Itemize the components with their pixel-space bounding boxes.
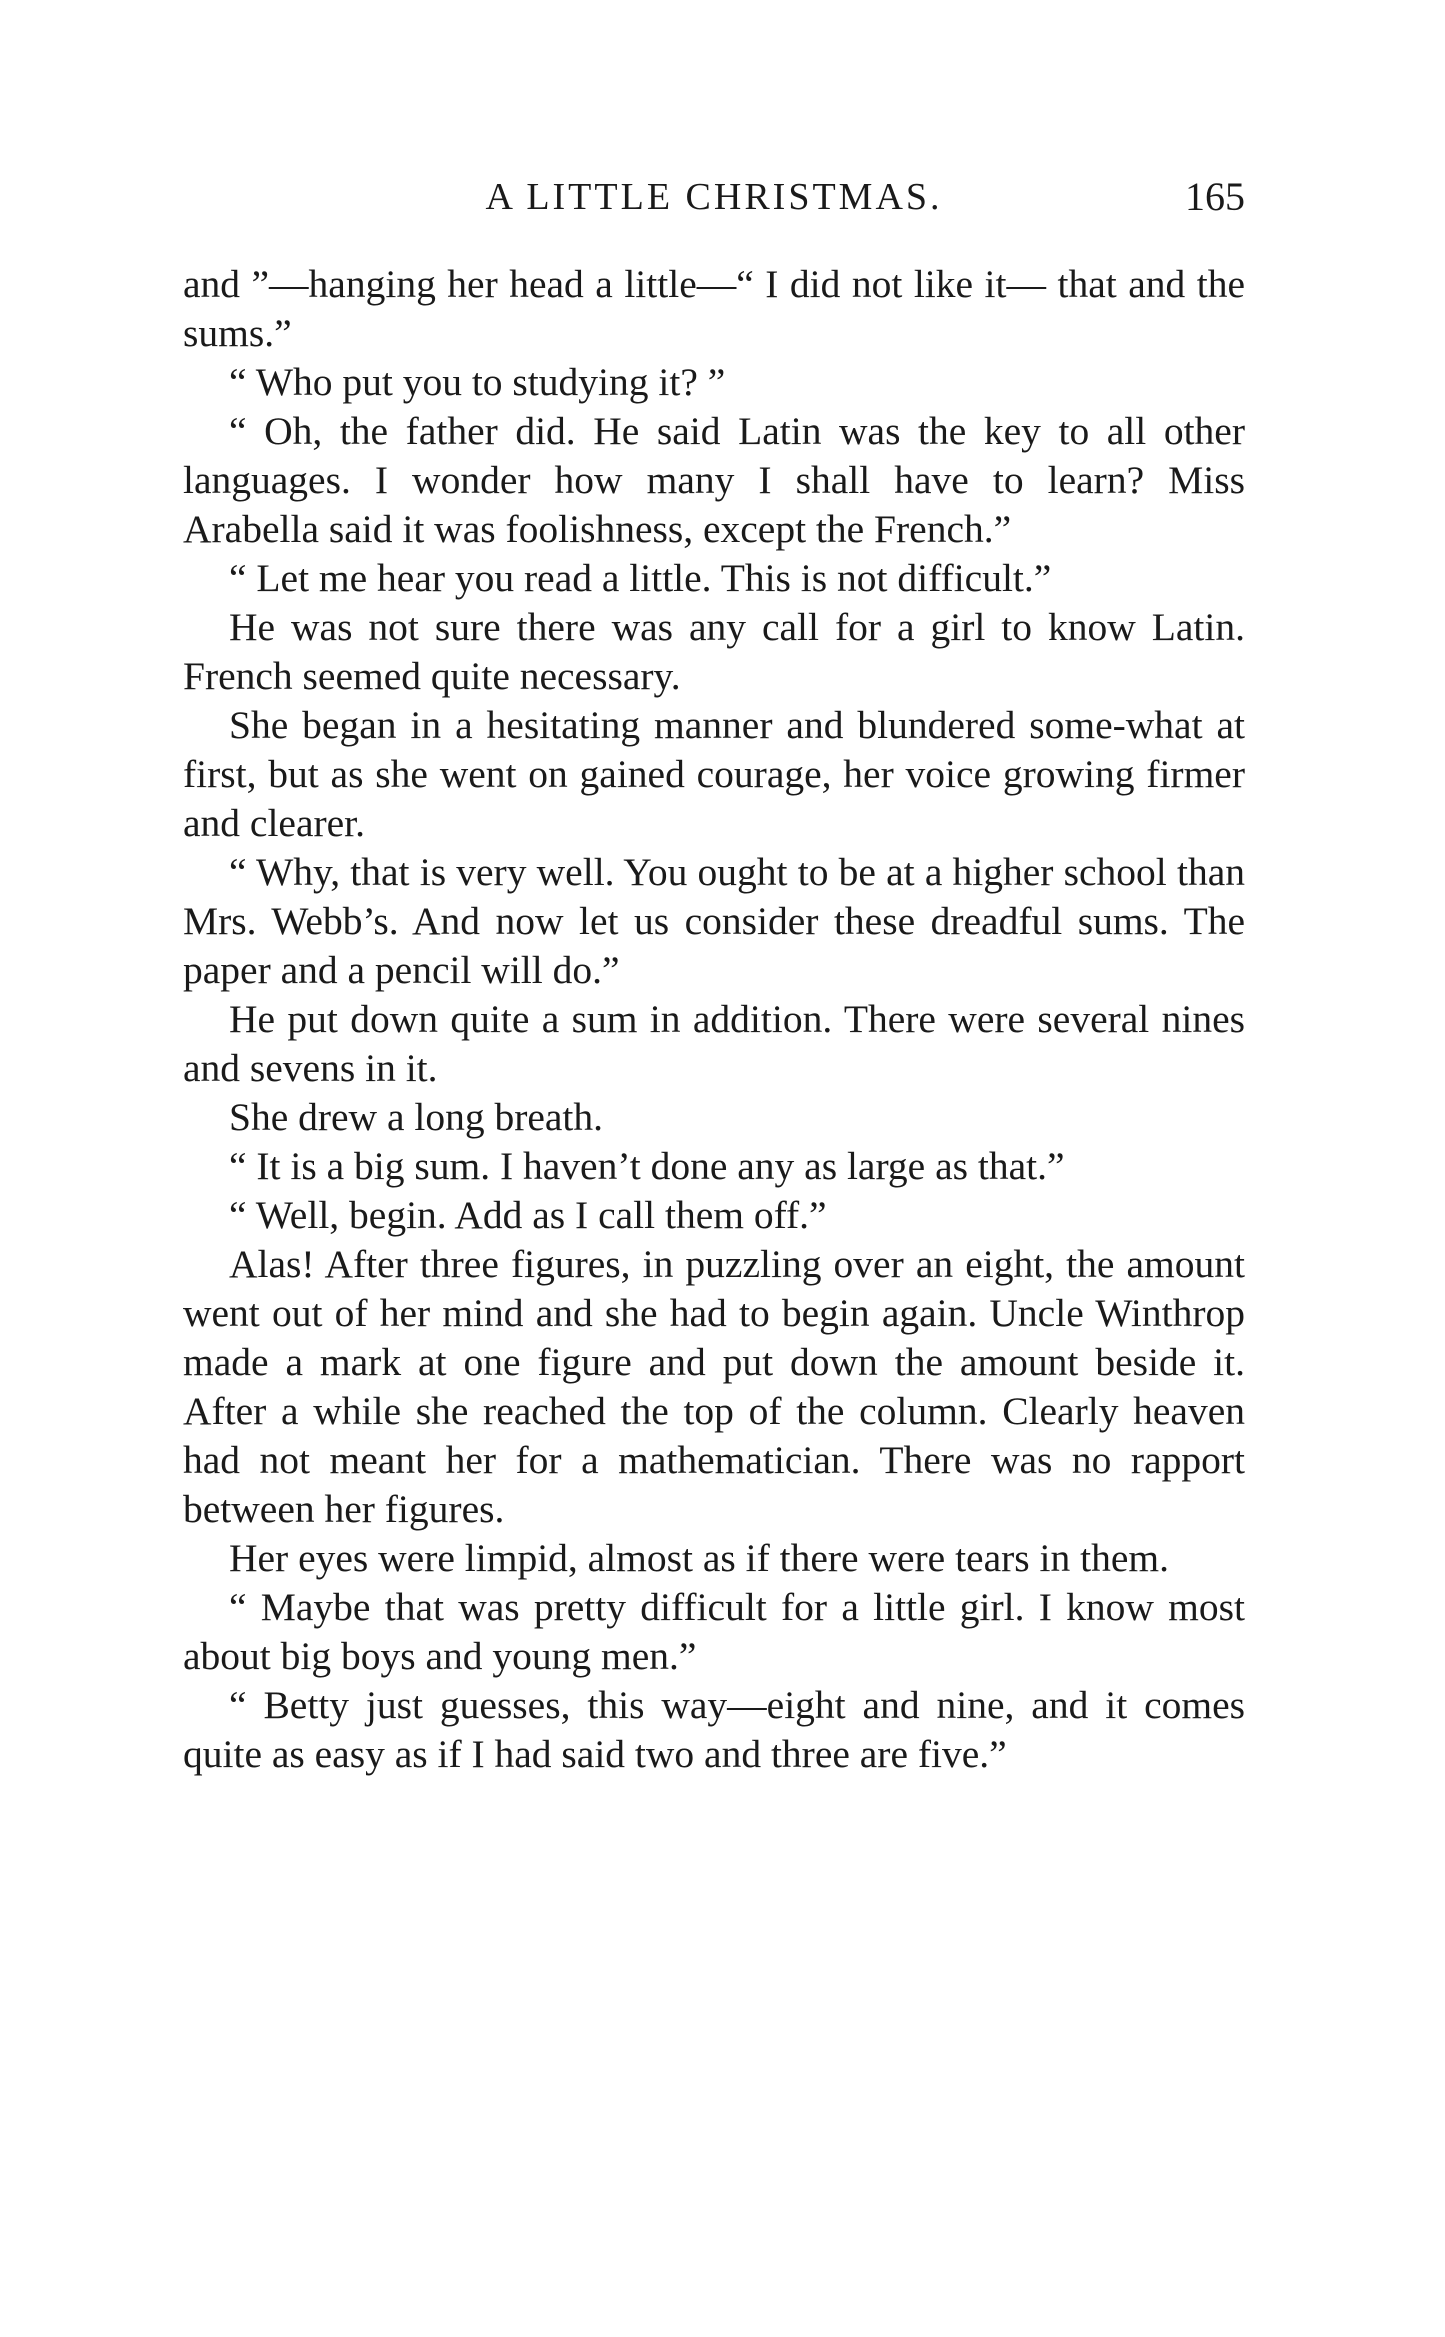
running-title: A LITTLE CHRISTMAS. [485,176,943,218]
paragraph: She drew a long breath. [229,1095,604,1139]
paragraph: “ Who put you to studying it? ” [229,360,726,404]
paragraph: “ Betty just guesses, this way—eight and nine, and it comes quite as easy as if I had said two and three are five.” [183,1683,1245,1776]
paragraph: “ Well, begin. Add as I call them off.” [229,1193,827,1237]
paragraph: Alas! After three figures, in puzzling over an eight, the amount went out of her mind and she had to begin again. Uncle Winthrop made a mark at one figure and put down the amount beside it. After a while she reached the top of the column. Clearly heaven had not meant her for a mathematician. There was no rapport between her figures. [183,1242,1245,1531]
paragraph: “ Why, that is very well. You ought to be at a higher school than Mrs. Webb’s. And now let us consider these dreadful sums. The paper and a pencil will do.” [183,850,1245,992]
body-text [183,260,1245,1779]
paragraph: She began in a hesitating manner and blundered some-what at first, but as she went on gained courage, her voice growing firmer and clearer. [183,703,1245,845]
paragraph: “ It is a big sum. I haven’t done any as large as that.” [229,1144,1065,1188]
paragraph: “ Maybe that was pretty difficult for a little girl. I know most about big boys and young men.” [183,1585,1245,1678]
paragraph: “ Oh, the father did. He said Latin was the key to all other languages. I wonder how many I shall have to learn? Miss Arabella said it was foolishness, except the French.” [183,409,1245,551]
paragraph: “ Let me hear you read a little. This is not difficult.” [229,556,1052,600]
paragraph: He was not sure there was any call for a girl to know Latin. French seemed quite necessary. [183,605,1245,698]
paragraph: He put down quite a sum in addition. There were several nines and sevens in it. [183,997,1245,1090]
running-head [183,172,1245,222]
page-number: 165 [1185,174,1245,219]
paragraph-continuation: and ”—hanging her head a little—“ I did not like it— that and the sums.” [183,262,1245,355]
paragraph: Her eyes were limpid, almost as if there were tears in them. [229,1536,1169,1580]
